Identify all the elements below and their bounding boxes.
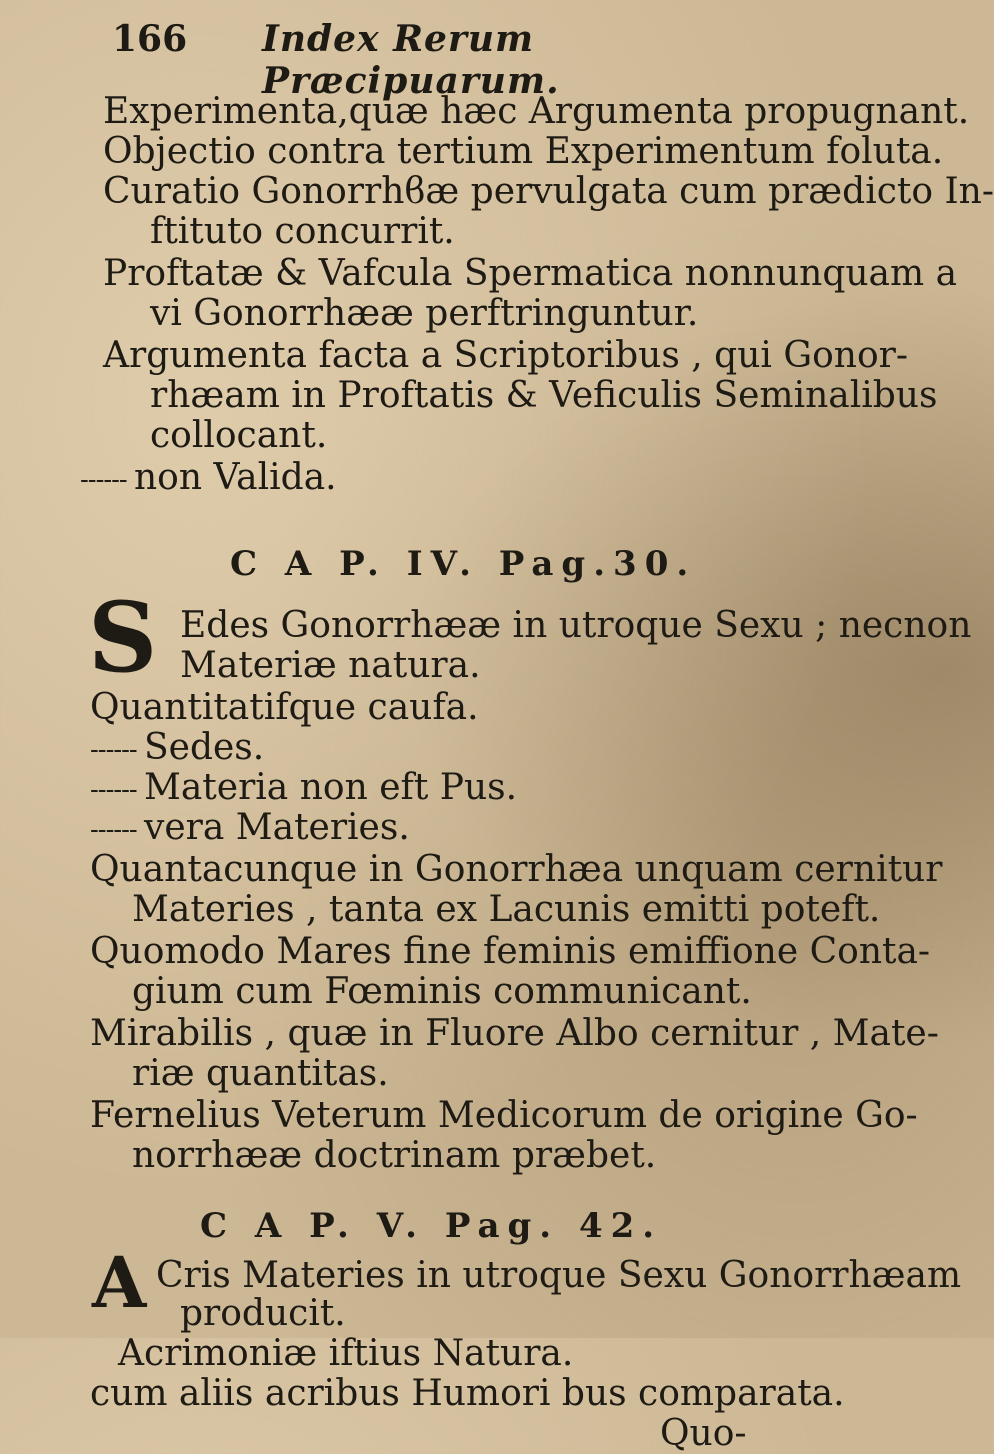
index-entry: ftituto concurrit. bbox=[150, 211, 455, 252]
page-number: 166 bbox=[112, 18, 188, 60]
index-entry-text: Sedes. bbox=[143, 727, 265, 768]
index-entry-text: Materia non eft Pus. bbox=[143, 767, 518, 808]
index-entry: Quo- bbox=[660, 1413, 747, 1454]
index-entry-text: vera Materies. bbox=[143, 807, 410, 848]
index-entry: Objectio contra tertium Experimentum foluta. bbox=[103, 131, 944, 172]
page-header bbox=[112, 18, 732, 102]
ditto-dash: ------ bbox=[90, 735, 144, 765]
ditto-dash: ------ bbox=[90, 815, 144, 845]
drop-cap: A bbox=[92, 1241, 147, 1324]
index-entry: norrhææ doctrinam præbet. bbox=[132, 1135, 657, 1176]
index-entry: Experimenta,quæ hæc Argumenta propugnant. bbox=[103, 91, 970, 132]
index-entry: Fernelius Veterum Medicorum de origine Go- bbox=[90, 1095, 918, 1136]
index-entry bbox=[90, 728, 264, 770]
chapter-heading: C A P. V. Pag. 42. bbox=[200, 1206, 663, 1246]
index-entry: Argumenta facta a Scriptoribus , qui Gonor- bbox=[103, 335, 909, 376]
index-entry: Acrimoniæ iftius Natura. bbox=[118, 1333, 574, 1374]
index-entry: Proftatæ & Vafcula Spermatica nonnunquam a bbox=[103, 253, 958, 294]
index-entry bbox=[90, 808, 410, 850]
index-entry: Quomodo Mares fine feminis emiffione Conta- bbox=[90, 931, 931, 972]
index-entry: Materiæ natura. bbox=[180, 645, 481, 686]
index-entry: gium cum Fœminis communicant. bbox=[132, 971, 752, 1012]
index-entry: Mirabilis , quæ in Fluore Albo cernitur , Mate- bbox=[90, 1013, 939, 1054]
index-entry: producit. bbox=[180, 1293, 346, 1334]
index-entry bbox=[80, 458, 337, 500]
index-entry: Cris Materies in utroque Sexu Gonorrhæam bbox=[156, 1255, 962, 1296]
index-entry: rhæam in Proftatis & Veficulis Seminalibus bbox=[150, 375, 938, 416]
running-head: Index Rerum Præcipuarum. bbox=[262, 18, 560, 102]
ditto-dash: ------ bbox=[90, 775, 144, 805]
index-entry: collocant. bbox=[150, 415, 328, 456]
index-entry: Edes Gonorrhææ in utroque Sexu ; necnon bbox=[180, 605, 972, 646]
index-entry-text: non Valida. bbox=[133, 457, 337, 498]
ditto-dash: ------ bbox=[80, 465, 134, 495]
index-entry: Materies , tanta ex Lacunis emitti poteft. bbox=[132, 889, 881, 930]
index-entry: Quantitatifque caufa. bbox=[90, 687, 479, 728]
index-entry: cum aliis acribus Humori bus comparata. bbox=[90, 1373, 845, 1414]
drop-cap: S bbox=[88, 581, 158, 694]
chapter-heading: C A P. IV. Pag.30. bbox=[230, 544, 697, 584]
index-entry: Quantacunque in Gonorrhæa unquam cernitur bbox=[90, 849, 943, 890]
index-entry bbox=[90, 768, 517, 810]
index-entry: Curatio Gonorrhϐæ pervulgata cum prædicto In- bbox=[103, 171, 994, 212]
index-entry: riæ quantitas. bbox=[132, 1053, 389, 1094]
index-entry: vi Gonorrhææ perftringuntur. bbox=[150, 293, 699, 334]
